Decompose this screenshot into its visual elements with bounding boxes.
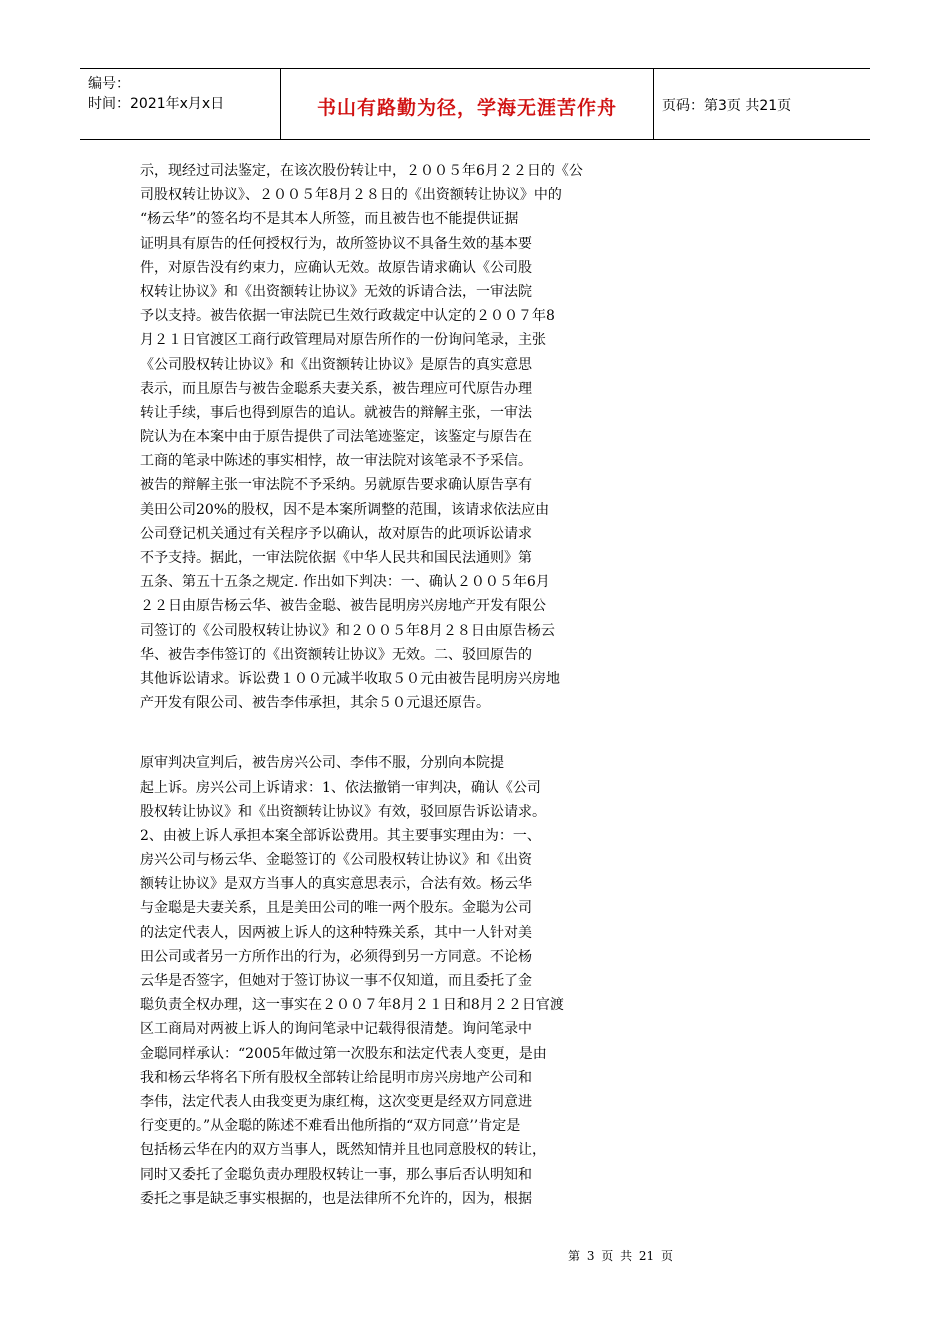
text-line: 示，现经过司法鉴定，在该次股份转让中，２００５年6月２２日的《公 [140,163,583,179]
text-line: 工商的笔录中陈述的事实相悖，故一审法院对该笔录不予采信。 [140,453,532,470]
text-line: 额转让协议》是双方当事人的真实意思表示，合法有效。杨云华 [140,876,532,893]
text-line: 云华是否签字，但她对于签订协议一事不仅知道，而且委托了金 [140,973,532,989]
text-line: 李伟，法定代表人由我变更为康红梅，这次变更是经双方同意进 [140,1093,532,1110]
text-line: 同时又委托了金聪负责办理股权转让一事，那么事后否认明知和 [140,1166,532,1183]
header-page-code: 页码：第3页 共21页 [662,98,792,114]
text-line: 的法定代表人，因两被上诉人的这种特殊关系，其中一人针对美 [140,924,532,941]
paragraph-spacer [140,715,660,751]
text-line: 予以支持。被告依据一审法院已生效行政裁定中认定的２００７年8 [140,308,555,325]
text-line: 包括杨云华在内的双方当事人，既然知情并且也同意股权的转让， [140,1142,546,1159]
paragraph-appeal [140,751,660,1211]
text-line: 其他诉讼请求。诉讼费１００元减半收取５０元由被告昆明房兴房地 [140,670,560,687]
page-header [80,68,870,140]
text-line: 与金聪是夫妻关系，且是美田公司的唯一两个股东。金聪为公司 [140,900,532,917]
text-line: 公司登记机关通过有关程序予以确认，故对原告的此项诉讼请求 [140,525,532,542]
header-motto-cell [281,69,654,139]
header-meta-cell [80,69,281,139]
text-line: 2、由被上诉人承担本案全部诉讼费用。其主要事实理由为：一、 [140,827,541,844]
text-line: 表示，而且原告与被告金聪系夫妻关系，被告理应可代原告办理 [140,380,532,397]
document-date-label: 时间：2021年x月x日 [88,96,225,112]
text-line: 美田公司20%的股权，因不是本案所调整的范围，该请求依法应由 [140,501,550,518]
text-line: ２２日由原告杨云华、被告金聪、被告昆明房兴房地产开发有限公 [140,598,546,615]
text-line: 股权转让协议》和《出资额转让协议》有效，驳回原告诉讼请求。 [140,803,546,820]
text-line: 华、被告李伟签订的《出资额转让协议》无效。二、驳回原告的 [140,646,532,663]
text-line: 房兴公司与杨云华、金聪签订的《公司股权转让协议》和《出资 [140,852,532,869]
text-line: 司股权转让协议》、２００５年8月２８日的《出资额转让协议》中的 [140,187,562,204]
text-line: 区工商局对两被上诉人的询问笔录中记载得很清楚。询问笔录中 [140,1021,532,1038]
text-line: 院认为在本案中由于原告提供了司法笔迹鉴定，该鉴定与原告在 [140,429,532,446]
document-number-label: 编号： [88,76,130,92]
text-line: 司签订的《公司股权转让协议》和２００５年8月２８日由原告杨云 [140,622,555,639]
document-body [140,159,660,1211]
text-line: 《公司股权转让协议》和《出资额转让协议》是原告的真实意思 [140,356,532,373]
text-line: 权转让协议》和《出资额转让协议》无效的诉请合法，一审法院 [140,283,532,300]
text-line: 证明具有原告的任何授权行为，故所签协议不具备生效的基本要 [140,235,532,252]
header-motto: 书山有路勤为径，学海无涯苦作舟 [316,97,617,119]
text-line: 田公司或者另一方所作出的行为，必须得到另一方同意。不论杨 [140,948,532,965]
text-line: 我和杨云华将名下所有股权全部转让给昆明市房兴房地产公司和 [140,1069,532,1086]
text-line: 委托之事是缺乏事实根据的，也是法律所不允许的，因为，根据 [140,1190,532,1207]
text-line: 产开发有限公司、被告李伟承担，其余５０元退还原告。 [140,695,490,712]
text-line: 原审判决宣判后，被告房兴公司、李伟不服，分别向本院提 [140,755,504,772]
text-line: 起上诉。房兴公司上诉请求：1、依法撤销一审判决，确认《公司 [140,779,541,796]
text-line: 五条、第五十五条之规定. 作出如下判决：一、确认２００５年6月 [140,574,550,591]
text-line: 被告的辩解主张一审法院不予采纳。另就原告要求确认原告享有 [140,477,532,494]
page-footer-number: 第 3 页 共 21 页 [568,1249,673,1263]
text-line: “杨云华”的签名均不是其本人所签，而且被告也不能提供证据 [140,211,519,228]
text-line: 行变更的。”从金聪的陈述不难看出他所指的“双方同意’’肯定是 [140,1118,521,1135]
text-line: 转让手续，事后也得到原告的追认。就被告的辩解主张，一审法 [140,404,532,421]
text-line: 不予支持。据此，一审法院依据《中华人民共和国民法通则》第 [140,550,532,566]
header-page-cell [654,69,870,139]
text-line: 金聪同样承认：“2005年做过第一次股东和法定代表人变更，是由 [140,1045,547,1062]
text-line: 件，对原告没有约束力，应确认无效。故原告请求确认《公司股 [140,259,532,276]
text-line: 聪负责全权办理，这一事实在２００７年8月２１日和8月２２日官渡 [140,997,564,1014]
text-line: 月２１日官渡区工商行政管理局对原告所作的一份询问笔录，主张 [140,332,546,349]
paragraph-first-instance-judgment [140,159,660,715]
